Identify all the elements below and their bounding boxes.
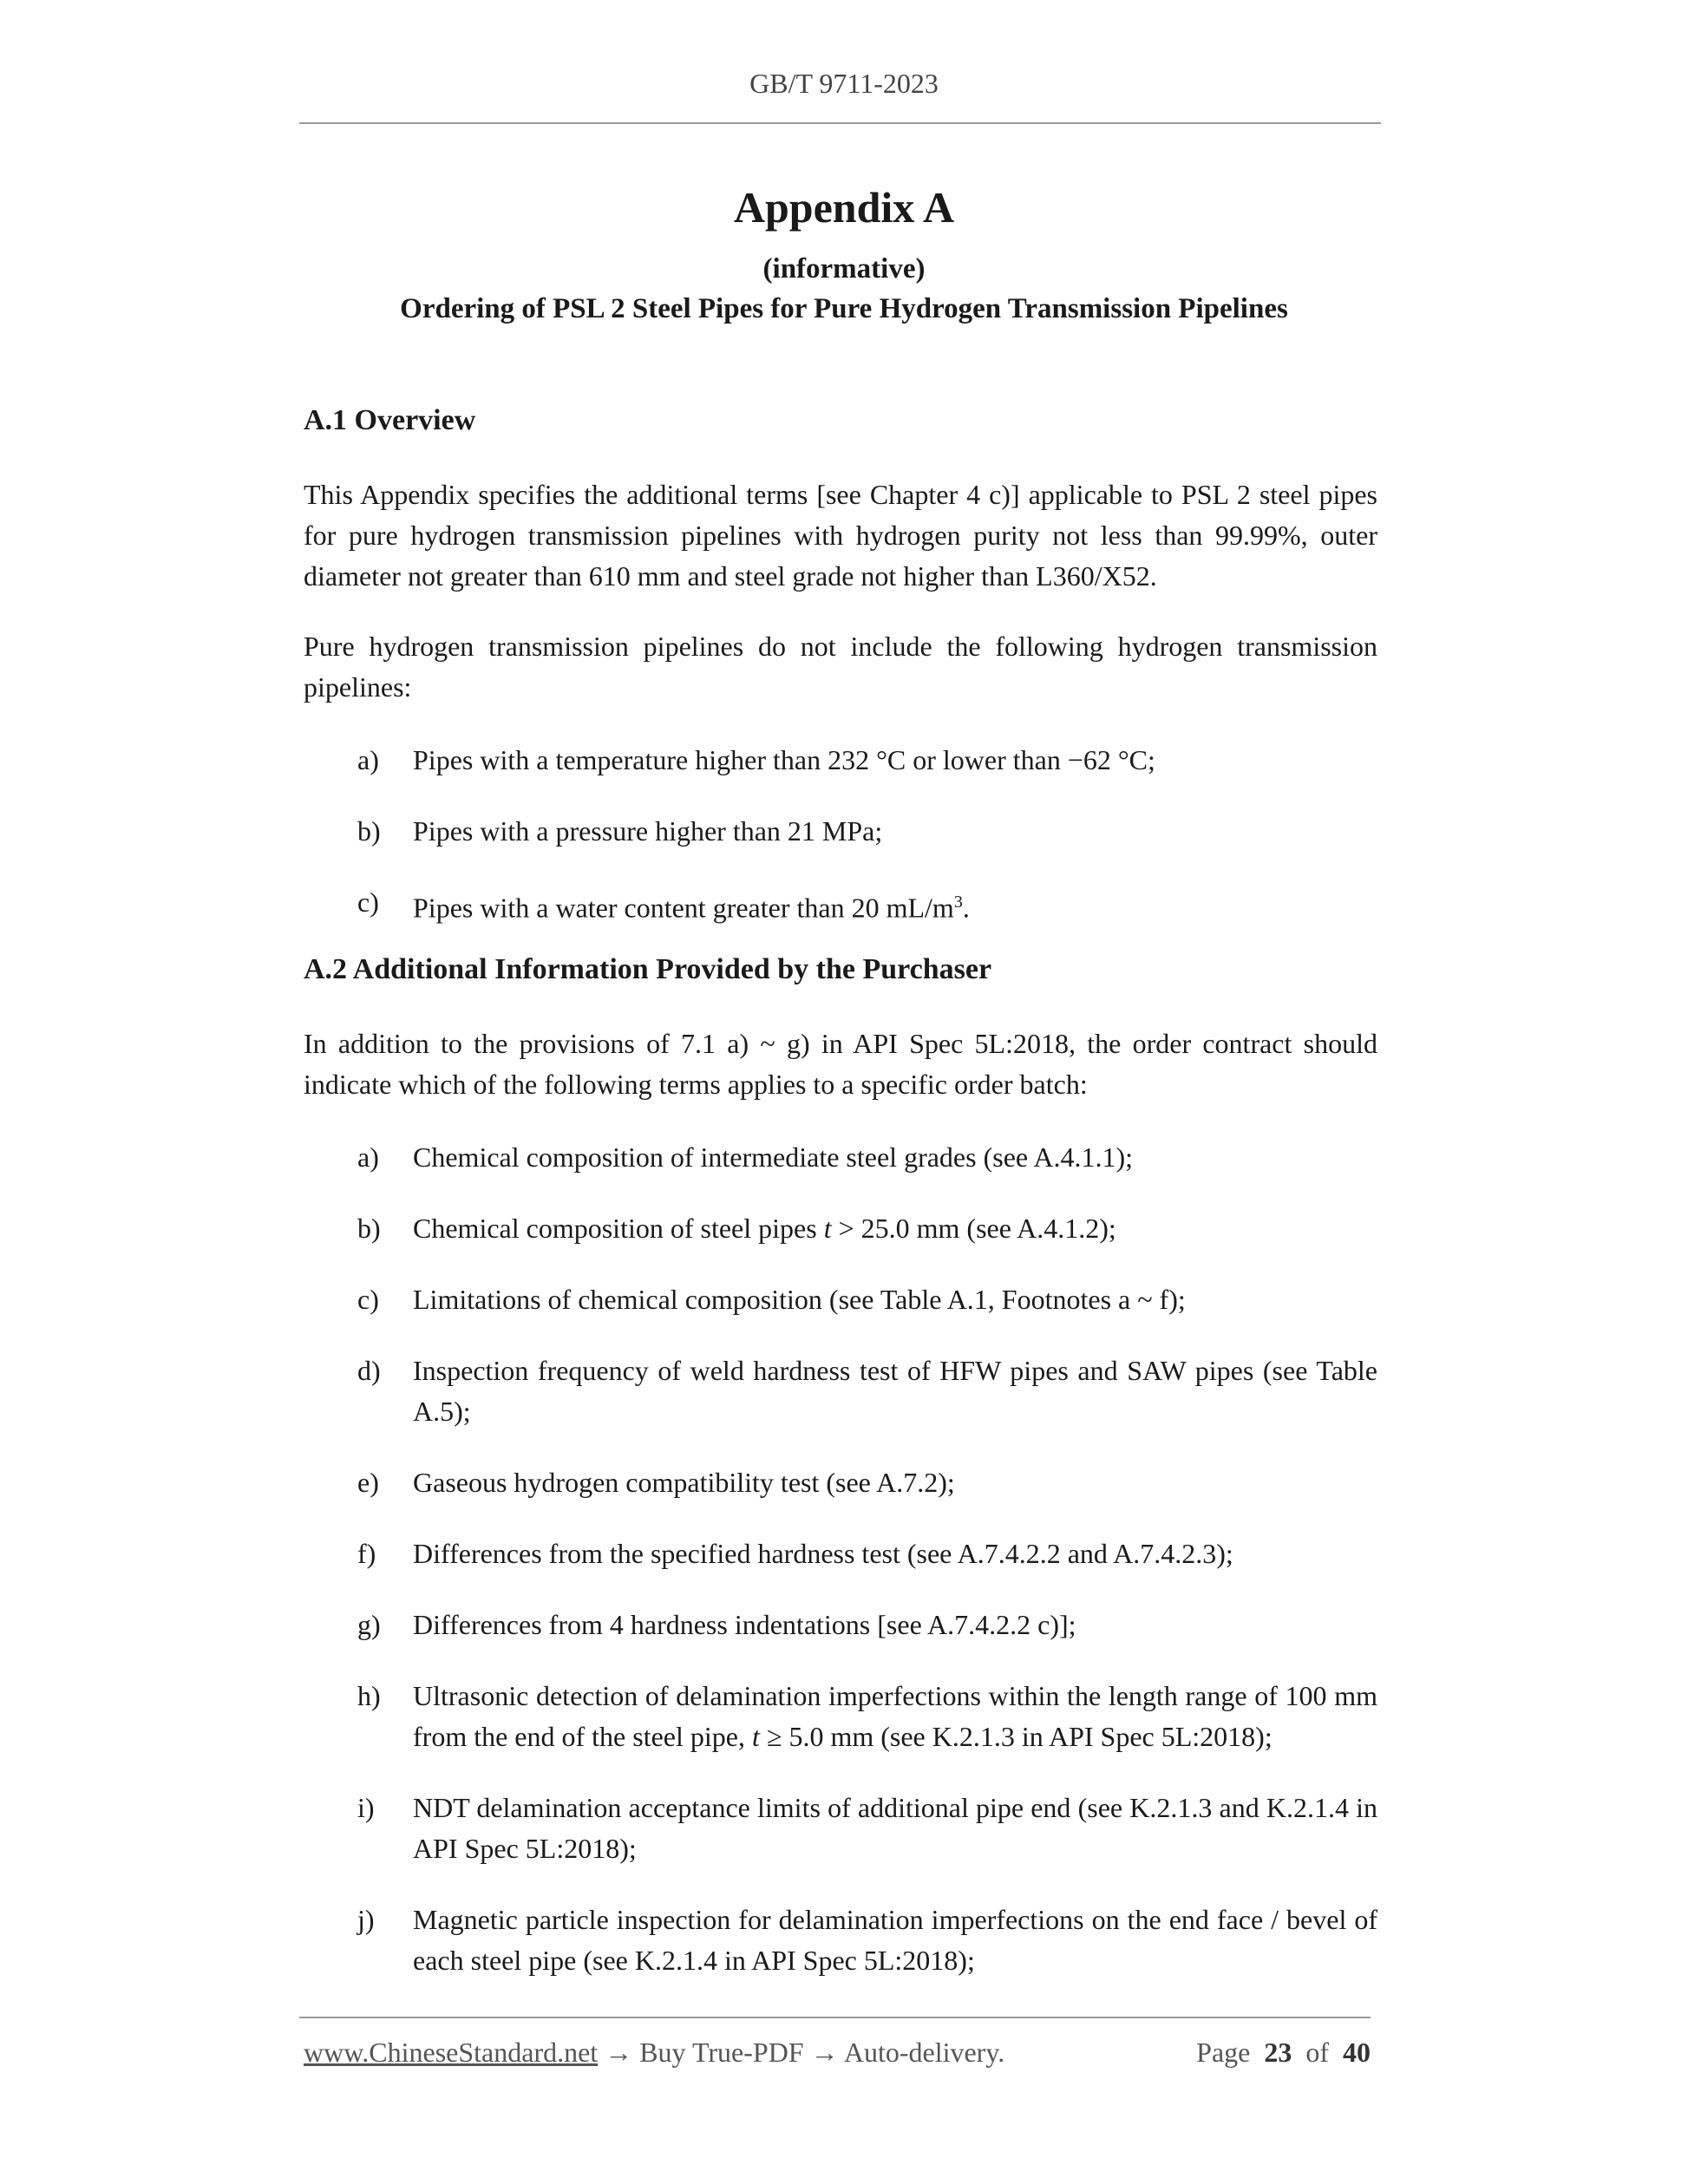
list-text: Pipes with a water content greater than 20 $mL/m^3$. bbox=[413, 892, 970, 924]
list-text: Magnetic particle inspection for delamination imperfections on the end face / bevel of each steel pipe (see K.2.1.4 in API Spec 5L:2018); bbox=[413, 1904, 1377, 1976]
appendix-title: Appendix A bbox=[733, 183, 955, 232]
paragraph: Pure hydrogen transmission pipelines do not include the following hydrogen transmission pipelines: bbox=[304, 631, 1377, 703]
appendix-subtitle: (informative) bbox=[762, 253, 926, 284]
arrow-icon: → bbox=[605, 2037, 633, 2068]
list-marker: a) bbox=[357, 1141, 379, 1173]
list-marker: c) bbox=[357, 886, 379, 918]
list-marker: d) bbox=[357, 1355, 381, 1386]
footer-links bbox=[304, 2037, 1004, 2069]
header-divider bbox=[299, 122, 1381, 124]
list-text: Pipes with a temperature higher than 232 °C or lower than −62 °C; bbox=[413, 744, 1155, 775]
buy-pdf-text: Buy True-PDF bbox=[639, 2037, 804, 2068]
delivery-text: Auto-delivery. bbox=[843, 2037, 1005, 2068]
section-heading-a2: A.2 Additional Information Provided by the Purchaser bbox=[304, 953, 992, 985]
list-marker: a) bbox=[357, 744, 379, 775]
page-footer bbox=[304, 2037, 1371, 2075]
list-text: Pipes with a pressure higher than 21 MPa; bbox=[413, 815, 883, 847]
current-page: 23 bbox=[1264, 2037, 1292, 2068]
list-marker: j) bbox=[357, 1904, 375, 1935]
list-marker: i) bbox=[357, 1792, 375, 1823]
list-marker: h) bbox=[357, 1680, 381, 1711]
list-text: Chemical composition of steel pipes t > 25.0 mm (see A.4.1.2); bbox=[413, 1213, 1116, 1244]
total-pages: 40 bbox=[1343, 2037, 1371, 2068]
site-link[interactable]: www.ChineseStandard.net bbox=[304, 2037, 599, 2068]
list-text: NDT delamination acceptance limits of additional pipe end (see K.2.1.3 and K.2.1.4 in API Spec 5L:2018); bbox=[413, 1792, 1377, 1864]
list-text: Chemical composition of intermediate steel grades (see A.4.1.1); bbox=[413, 1141, 1133, 1173]
list-marker: b) bbox=[357, 1213, 381, 1244]
footer-divider bbox=[299, 2017, 1371, 2018]
list-marker: b) bbox=[357, 815, 381, 847]
list-text: Differences from 4 hardness indentations [see A.7.4.2.2 c)]; bbox=[413, 1609, 1076, 1640]
paragraph: This Appendix specifies the additional terms [see Chapter 4 c)] applicable to PSL 2 steel pipes for pure hydrogen transmission pipelines with hydrogen purity not less than 99.99%, outer diameter not greater than 610 mm and steel grade not higher than L360/X52. bbox=[304, 479, 1377, 592]
list-marker: f) bbox=[357, 1538, 376, 1569]
list-text: Limitations of chemical composition (see Table A.1, Footnotes a ~ f); bbox=[413, 1284, 1186, 1315]
page-number: Page 23 of 40 bbox=[1196, 2037, 1371, 2068]
paragraph: In addition to the provisions of 7.1 a) ~ g) in API Spec 5L:2018, the order contract should indicate which of the following terms applies to a specific order batch: bbox=[304, 1028, 1377, 1100]
list-text: Inspection frequency of weld hardness test of HFW pipes and SAW pipes (see Table A.5); bbox=[413, 1355, 1377, 1427]
list-text: Ultrasonic detection of delamination imperfections within the length range of 100 mm from the end of the steel pipe, t ≥ 5.0 mm (see K.2.1.3 in API Spec 5L:2018); bbox=[413, 1680, 1377, 1752]
list-text: Differences from the specified hardness test (see A.7.4.2.2 and A.7.4.2.3); bbox=[413, 1538, 1233, 1569]
list-text: Gaseous hydrogen compatibility test (see A.7.2); bbox=[413, 1467, 955, 1498]
list-marker: g) bbox=[357, 1609, 381, 1640]
list-marker: c) bbox=[357, 1284, 379, 1315]
arrow-icon: → bbox=[810, 2037, 839, 2068]
document-code: GB/T 9711-2023 bbox=[749, 68, 939, 99]
section-heading-a1: A.1 Overview bbox=[304, 404, 476, 436]
appendix-heading: Ordering of PSL 2 Steel Pipes for Pure Hydrogen Transmission Pipelines bbox=[400, 293, 1288, 324]
list-marker: e) bbox=[357, 1467, 379, 1498]
